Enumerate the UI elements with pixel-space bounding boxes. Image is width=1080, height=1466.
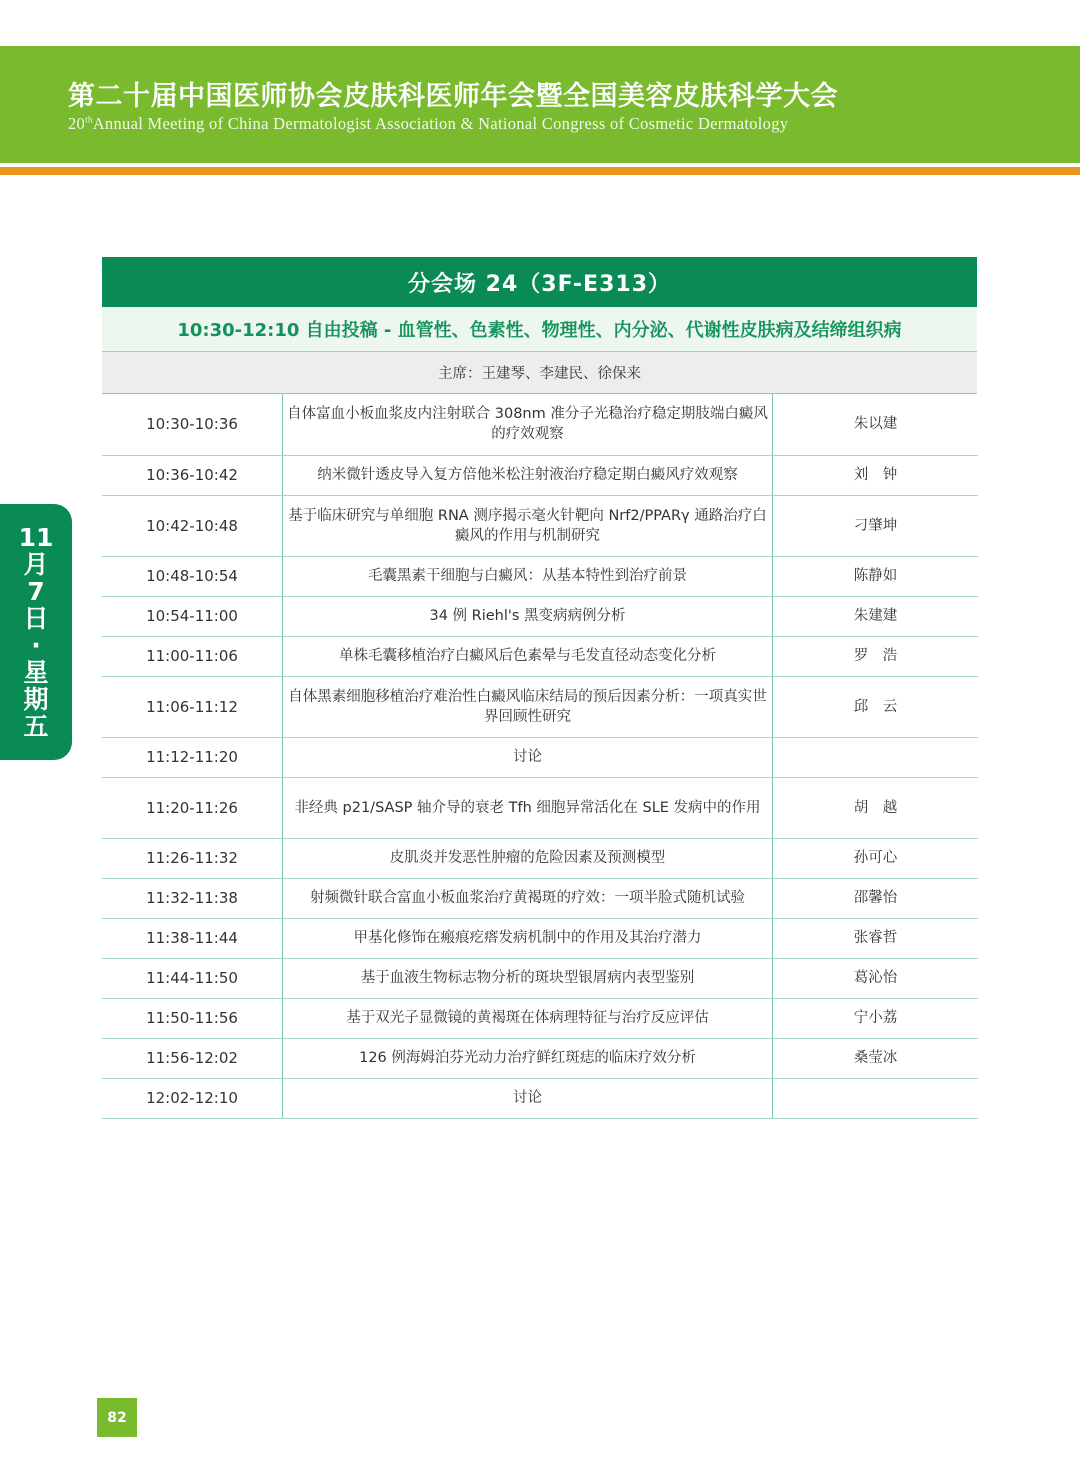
title-cell: 毛囊黑素干细胞与白癜风：从基本特性到治疗前景 [283, 556, 773, 596]
table-row [102, 918, 978, 958]
time-cell: 11:20-11:26 [102, 777, 283, 838]
speaker-cell: 邱 云 [773, 676, 979, 737]
time-cell: 10:48-10:54 [102, 556, 283, 596]
title-cell: 纳米微针透皮导入复方倍他米松注射液治疗稳定期白癜风疗效观察 [283, 455, 773, 495]
edition-suffix: th [85, 114, 93, 125]
session-venue-header: 分会场 24（3F-E313） [102, 257, 977, 307]
table-row [102, 777, 978, 838]
time-cell: 10:30-10:36 [102, 394, 283, 455]
title-cell: 34 例 Riehl's 黑变病病例分析 [283, 596, 773, 636]
speaker-cell: 陈静如 [773, 556, 979, 596]
title-cell: 自体富血小板血浆皮内注射联合 308nm 准分子光稳治疗稳定期肢端白癜风的疗效观察 [283, 394, 773, 455]
title-cell: 基于临床研究与单细胞 RNA 测序揭示毫火针靶向 Nrf2/PPARγ 通路治疗白癜风的作用与机制研究 [283, 495, 773, 556]
table-row [102, 556, 978, 596]
speaker-cell: 罗 浩 [773, 636, 979, 676]
date-char: 日 [23, 604, 49, 633]
table-row [102, 394, 978, 455]
date-char: 7 [27, 577, 45, 606]
table-row [102, 1038, 978, 1078]
time-cell: 11:38-11:44 [102, 918, 283, 958]
table-row [102, 737, 978, 777]
speaker-cell: 葛沁怡 [773, 958, 979, 998]
speaker-cell: 桑莹冰 [773, 1038, 979, 1078]
session-block [102, 257, 977, 1119]
title-cell: 皮肌炎并发恶性肿瘤的危险因素及预测模型 [283, 838, 773, 878]
title-cell: 基于双光子显微镜的黄褐斑在体病理特征与治疗反应评估 [283, 998, 773, 1038]
edition-number: 20 [68, 114, 86, 133]
speaker-cell: 朱建建 [773, 596, 979, 636]
date-char: · [31, 631, 41, 660]
date-char: 星 [23, 658, 49, 687]
title-cell: 基于血液生物标志物分析的斑块型银屑病内表型鉴别 [283, 958, 773, 998]
header-divider-stripe [0, 167, 1080, 175]
title-cell: 非经典 p21/SASP 轴介导的衰老 Tfh 细胞异常活化在 SLE 发病中的作用 [283, 777, 773, 838]
speaker-cell: 刁肇坤 [773, 495, 979, 556]
schedule-table [102, 394, 978, 1119]
conference-title-cn: 第二十届中国医师协会皮肤科医师年会暨全国美容皮肤科学大会 [68, 81, 838, 112]
speaker-cell: 宁小荔 [773, 998, 979, 1038]
speaker-cell [773, 737, 979, 777]
title-cell: 自体黑素细胞移植治疗难治性白癜风临床结局的预后因素分析：一项真实世界回顾性研究 [283, 676, 773, 737]
table-row [102, 878, 978, 918]
table-row [102, 495, 978, 556]
speaker-cell [773, 1078, 979, 1118]
time-cell: 11:12-11:20 [102, 737, 283, 777]
time-cell: 11:26-11:32 [102, 838, 283, 878]
speaker-cell: 刘 钟 [773, 455, 979, 495]
time-cell: 12:02-12:10 [102, 1078, 283, 1118]
time-cell: 11:06-11:12 [102, 676, 283, 737]
title-cell: 甲基化修饰在瘢痕疙瘩发病机制中的作用及其治疗潜力 [283, 918, 773, 958]
date-char: 11 [18, 523, 54, 552]
speaker-cell: 张睿哲 [773, 918, 979, 958]
date-char: 五 [23, 712, 49, 741]
session-topic: 10:30-12:10 自由投稿 - 血管性、色素性、物理性、内分泌、代谢性皮肤病及结缔组织病 [102, 307, 977, 352]
table-row [102, 1078, 978, 1118]
date-char: 月 [23, 550, 49, 579]
speaker-cell: 孙可心 [773, 838, 979, 878]
time-cell: 11:50-11:56 [102, 998, 283, 1038]
title-cell: 126 例海姆泊芬光动力治疗鲜红斑痣的临床疗效分析 [283, 1038, 773, 1078]
table-row [102, 998, 978, 1038]
speaker-cell: 朱以建 [773, 394, 979, 455]
time-cell: 10:36-10:42 [102, 455, 283, 495]
page-number: 82 [97, 1398, 137, 1437]
title-cell: 射频微针联合富血小板血浆治疗黄褐斑的疗效：一项半脸式随机试验 [283, 878, 773, 918]
table-row [102, 838, 978, 878]
table-row [102, 676, 978, 737]
table-row [102, 636, 978, 676]
table-row [102, 596, 978, 636]
time-cell: 11:44-11:50 [102, 958, 283, 998]
speaker-cell: 邵馨怡 [773, 878, 979, 918]
time-cell: 11:32-11:38 [102, 878, 283, 918]
conference-title-en [68, 114, 788, 134]
date-char: 期 [23, 685, 49, 714]
table-row [102, 455, 978, 495]
conference-name-en: Annual Meeting of China Dermatologist Association & National Congress of Cosmetic Dermatology [92, 114, 789, 133]
time-cell: 11:00-11:06 [102, 636, 283, 676]
table-row [102, 958, 978, 998]
date-tab [0, 504, 72, 760]
session-chairs: 主席：王建琴、李建民、徐保来 [102, 352, 977, 394]
conference-header [0, 46, 1080, 163]
title-cell: 单株毛囊移植治疗白癜风后色素晕与毛发直径动态变化分析 [283, 636, 773, 676]
time-cell: 10:54-11:00 [102, 596, 283, 636]
time-cell: 11:56-12:02 [102, 1038, 283, 1078]
title-cell: 讨论 [283, 737, 773, 777]
time-cell: 10:42-10:48 [102, 495, 283, 556]
title-cell: 讨论 [283, 1078, 773, 1118]
speaker-cell: 胡 越 [773, 777, 979, 838]
